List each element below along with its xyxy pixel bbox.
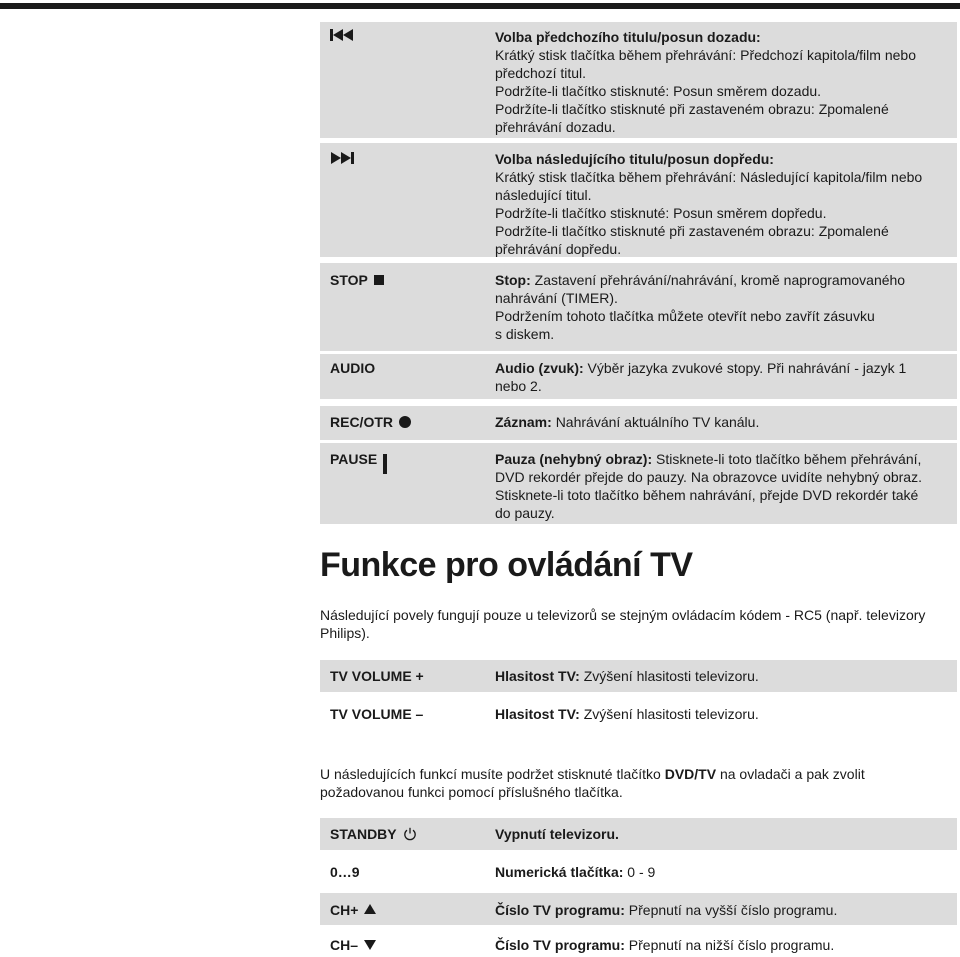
ch-up-key: [320, 893, 495, 925]
note-bold: DVD/TV: [664, 766, 717, 782]
next-line: přehrávání dopředu.: [495, 241, 622, 257]
tv-volume-up-text: Zvýšení hlasitosti televizoru.: [583, 668, 759, 684]
previous-line: předchozí titul.: [495, 65, 587, 81]
next-key: [320, 143, 495, 257]
audio-title: Audio (zvuk):: [495, 360, 584, 376]
next-desc: [495, 143, 955, 257]
ch-down-title: Číslo TV programu:: [495, 937, 625, 953]
numeric-title: Numerická tlačítka:: [495, 864, 624, 880]
row-pause: [320, 443, 957, 524]
rec-key-label: REC/OTR: [330, 414, 393, 430]
row-tv-volume-down: [320, 698, 957, 730]
previous-icon: [330, 28, 354, 42]
audio-line: nebo 2.: [495, 378, 542, 394]
stop-line: Podržením tohoto tlačítka můžete otevřít nebo zavřít zásuvku: [495, 308, 875, 324]
numeric-key: 0…9: [330, 864, 360, 880]
power-icon: [403, 827, 417, 841]
next-title: Volba následujícího titulu/posun dopředu:: [495, 151, 774, 167]
next-line: Podržíte-li tlačítko stisknuté: Posun směrem dopředu.: [495, 205, 827, 221]
stop-icon: [374, 275, 384, 285]
row-numeric: [320, 856, 957, 888]
audio-key-label: AUDIO: [330, 360, 376, 376]
previous-title: Volba předchozího titulu/posun dozadu:: [495, 29, 761, 45]
audio-desc: [495, 354, 955, 399]
intro-paragraph: Následující povely fungují pouze u televizorů se stejným ovládacím kódem - RC5 (např. televizory Philips).: [320, 607, 926, 641]
standby-key: [320, 818, 495, 850]
numeric-text: 0 - 9: [627, 864, 656, 880]
tv-volume-down-desc: [495, 698, 955, 730]
note-text: U následujících funkcí musíte podržet stisknuté tlačítko: [320, 766, 665, 782]
stop-line: Zastavení přehrávání/nahrávání, kromě naprogramovaného: [534, 272, 906, 288]
pause-line: Stisknete-li toto tlačítko během přehrávání,: [656, 451, 922, 467]
row-ch-down: [320, 930, 957, 957]
previous-key: [320, 22, 495, 138]
triangle-up-icon: [364, 904, 376, 914]
ch-up-key-label: CH+: [330, 902, 359, 918]
audio-line: Výběr jazyka zvukové stopy. Při nahrávání - jazyk 1: [587, 360, 907, 376]
ch-up-title: Číslo TV programu:: [495, 902, 625, 918]
stop-line: nahrávání (TIMER).: [495, 290, 618, 306]
row-stop: [320, 263, 957, 351]
tv-volume-down-title: Hlasitost TV:: [495, 706, 580, 722]
pause-line: do pauzy.: [495, 505, 555, 521]
standby-desc: [495, 818, 955, 850]
next-line: Krátký stisk tlačítka během přehrávání: Následující kapitola/film nebo: [495, 169, 923, 185]
row-audio: [320, 354, 957, 399]
standby-key-label: STANDBY: [330, 826, 397, 842]
row-previous: [320, 22, 957, 138]
pause-key: [320, 443, 495, 524]
stop-key-label: STOP: [330, 272, 368, 288]
tv-volume-down-text: Zvýšení hlasitosti televizoru.: [583, 706, 759, 722]
row-rec: [320, 406, 957, 440]
note-text: požadovanou funkci pomocí příslušného tlačítka.: [320, 784, 623, 800]
ch-up-desc: [495, 893, 955, 925]
stop-title: Stop:: [495, 272, 531, 288]
previous-line: přehrávání dozadu.: [495, 119, 616, 135]
record-icon: [399, 416, 411, 428]
pause-line: Stisknete-li toto tlačítko během nahrávání, přejde DVD rekordér také: [495, 487, 919, 503]
previous-line: Podržíte-li tlačítko stisknuté: Posun směrem dozadu.: [495, 83, 822, 99]
row-tv-volume-up: [320, 660, 957, 692]
audio-key: [320, 354, 495, 399]
row-ch-up: [320, 893, 957, 925]
next-line: Podržíte-li tlačítko stisknuté při zastaveném obrazu: Zpomalené: [495, 223, 889, 239]
ch-down-key: [320, 930, 495, 957]
tv-volume-down-key: TV VOLUME –: [330, 706, 424, 722]
pause-icon: [383, 454, 387, 474]
stop-line: s diskem.: [495, 326, 555, 342]
rec-title: Záznam:: [495, 414, 552, 430]
section-heading: Funkce pro ovládání TV: [320, 546, 693, 584]
ch-up-text: Přepnutí na vyšší číslo programu.: [628, 902, 838, 918]
previous-desc: [495, 22, 955, 138]
stop-desc: [495, 263, 955, 351]
pause-title: Pauza (nehybný obraz):: [495, 451, 653, 467]
pause-key-label: PAUSE: [330, 451, 378, 467]
ch-down-key-label: CH–: [330, 937, 359, 953]
note-paragraph: [320, 765, 955, 801]
ch-down-text: Přepnutí na nižší číslo programu.: [628, 937, 835, 953]
stop-key: [320, 263, 495, 351]
top-rule: [0, 3, 960, 9]
tv-volume-up-title: Hlasitost TV:: [495, 668, 580, 684]
tv-volume-up-key: TV VOLUME +: [330, 668, 424, 684]
rec-key: [320, 406, 495, 440]
numeric-desc: [495, 856, 955, 888]
row-standby: [320, 818, 957, 850]
previous-line: Podržíte-li tlačítko stisknuté při zastaveném obrazu: Zpomalené: [495, 101, 889, 117]
next-icon: [330, 151, 354, 165]
triangle-down-icon: [364, 940, 376, 950]
standby-title: Vypnutí televizoru.: [495, 826, 619, 842]
note-text: na ovladači a pak zvolit: [716, 766, 865, 782]
rec-desc: [495, 406, 955, 440]
pause-desc: [495, 443, 955, 524]
pause-line: DVD rekordér přejde do pauzy. Na obrazovce uvidíte nehybný obraz.: [495, 469, 922, 485]
next-line: následující titul.: [495, 187, 592, 203]
tv-volume-up-desc: [495, 660, 955, 692]
ch-down-desc: [495, 930, 955, 957]
row-next: [320, 143, 957, 257]
previous-line: Krátký stisk tlačítka během přehrávání: Předchozí kapitola/film nebo: [495, 47, 916, 63]
rec-line: Nahrávání aktuálního TV kanálu.: [555, 414, 760, 430]
